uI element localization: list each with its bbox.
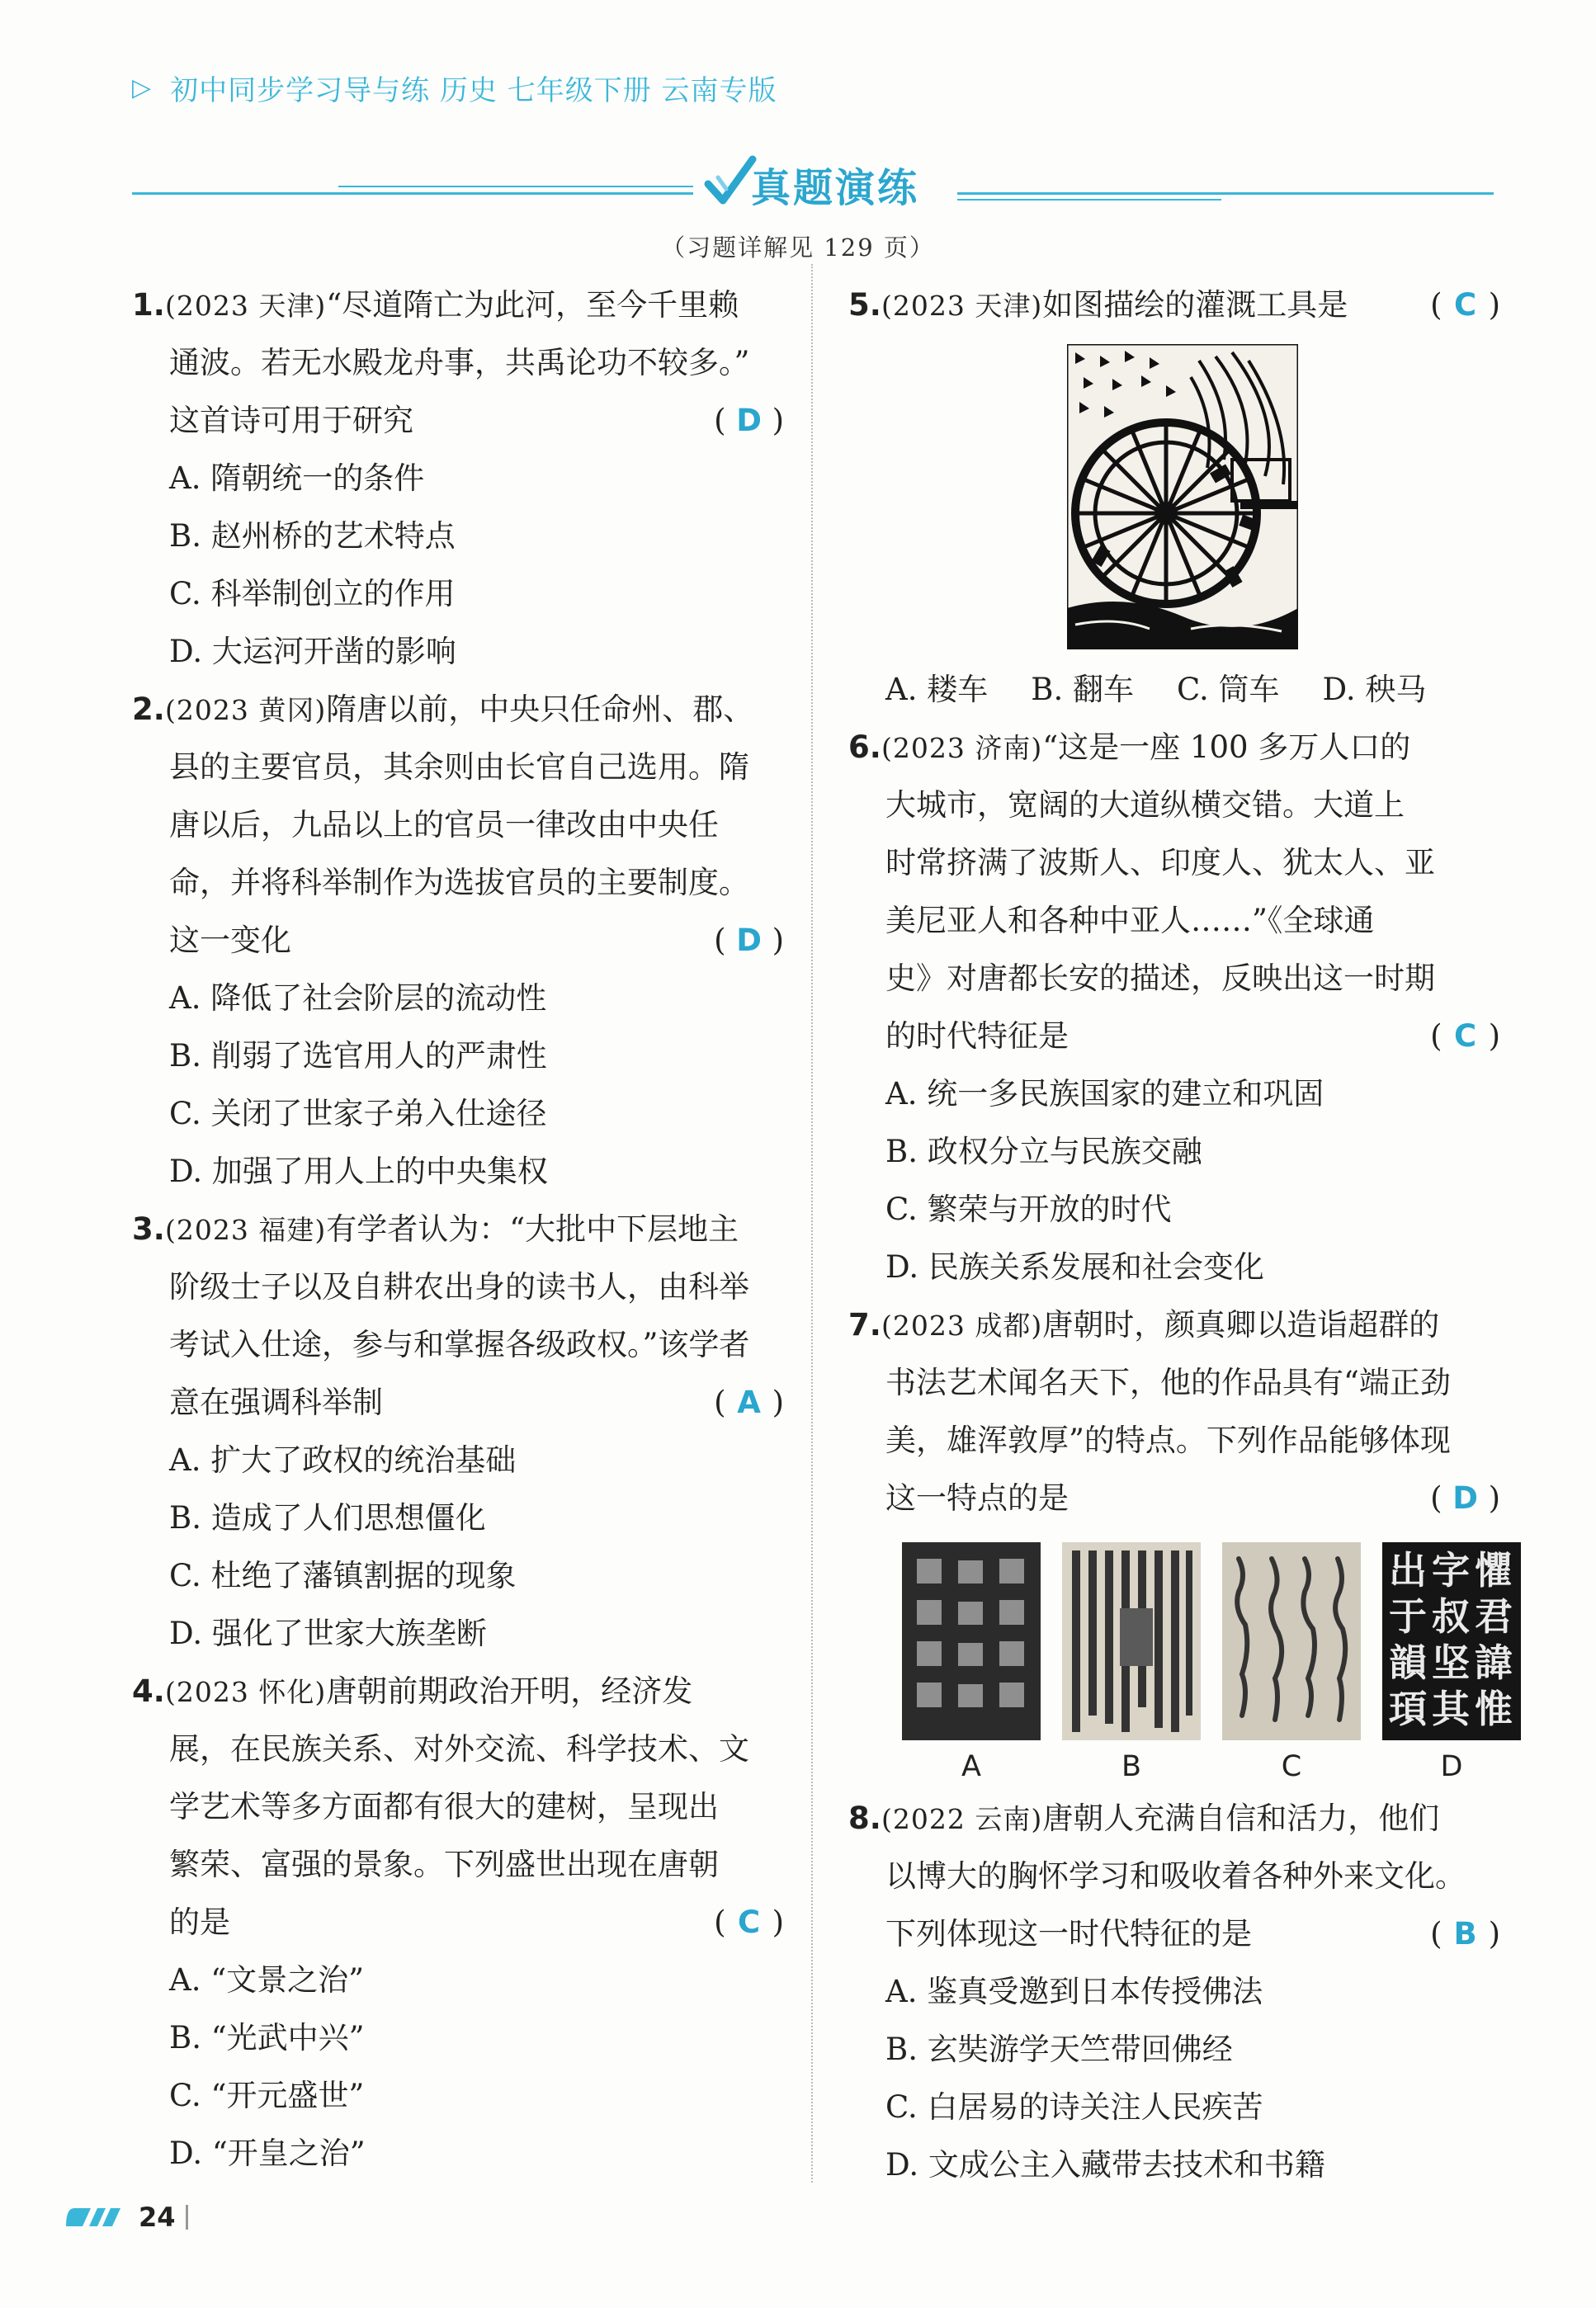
option: C. “开元盛世”: [169, 2078, 365, 2113]
answer-bracket: ( A ): [714, 1374, 784, 1432]
question-text: 阶级士子以及自耕农出身的读书人，由科举: [169, 1269, 749, 1305]
answer-letter: C: [737, 1904, 761, 1940]
svg-text:頊: 頊: [1389, 1687, 1427, 1731]
option: B. 削弱了选官用人的严肃性: [169, 1038, 547, 1074]
option: D. 文成公主入藏带去技术和书籍: [885, 2147, 1325, 2183]
calligraphy-option-d: [1382, 1542, 1521, 1790]
question-text: 意在强调科举制: [169, 1385, 383, 1420]
question-text: 通波。若无水殿龙舟事，共禹论功不较多。”: [169, 345, 750, 380]
figure-label: A: [961, 1750, 981, 1783]
option: B. 政权分立与民族交融: [885, 1134, 1202, 1169]
calligraphy-c-image: [1222, 1542, 1361, 1740]
right-column: [848, 276, 1513, 2194]
option: C. 繁荣与开放的时代: [885, 1192, 1172, 1227]
option: C. 关闭了世家子弟入仕途径: [169, 1096, 547, 1131]
question-text: 县的主要官员，其余则由长官自己选用。隋: [169, 749, 749, 785]
answer-letter: A: [737, 1385, 761, 1420]
option: B. 造成了人们思想僵化: [169, 1500, 486, 1536]
question-text: 大城市，宽阔的大道纵横交错。大道上: [885, 787, 1405, 823]
question-5: [848, 276, 1500, 719]
svg-text:字: 字: [1432, 1548, 1470, 1593]
option: A. 统一多民族国家的建立和巩固: [885, 1076, 1324, 1112]
question-text: 的时代特征是: [885, 1018, 1069, 1054]
question-text: 这首诗可用于研究: [169, 403, 413, 438]
answer-bracket: ( C ): [1430, 276, 1500, 334]
svg-text:君: 君: [1475, 1594, 1513, 1639]
option: A. 隋朝统一的条件: [169, 460, 425, 496]
section-banner: [132, 153, 1494, 210]
question-source: (2023 怀化): [165, 1676, 327, 1708]
question-number: 3.: [132, 1211, 165, 1247]
option: A. 耧车: [885, 672, 989, 707]
column-divider: [811, 264, 813, 2183]
question-2: [132, 681, 784, 1201]
option: A. 鉴真受邀到日本传授佛法: [885, 1974, 1263, 2009]
svg-text:出: 出: [1389, 1548, 1427, 1593]
calligraphy-option-a: [902, 1542, 1041, 1790]
question-text: 考试入仕途，参与和掌握各级政权。”该学者: [169, 1327, 750, 1362]
question-source: (2023 天津): [881, 290, 1043, 322]
footer-stripe-icon: [66, 2205, 124, 2230]
question-text: 的是: [169, 1904, 230, 1940]
question-text: 这一特点的是: [885, 1480, 1069, 1516]
question-text: 书法艺术闻名天下，他的作品具有“端正劲: [885, 1365, 1451, 1400]
figure-label: B: [1121, 1750, 1141, 1783]
question-number: 6.: [848, 729, 881, 765]
question-text: 展，在民族关系、对外交流、科学技术、文: [169, 1731, 749, 1767]
answer-bracket: ( D ): [714, 392, 784, 450]
question-number: 5.: [848, 287, 881, 323]
calligraphy-d-image: [1382, 1542, 1521, 1740]
svg-text:坚: 坚: [1432, 1640, 1470, 1685]
question-6: [848, 719, 1500, 1296]
section-title: 真题演练: [751, 165, 920, 211]
question-source: (2023 天津): [165, 290, 327, 322]
option: C. 科举制创立的作用: [169, 576, 456, 611]
question-text: 繁荣、富强的景象。下列盛世出现在唐朝: [169, 1847, 719, 1882]
question-text: 有学者认为：“大批中下层地主: [326, 1211, 739, 1247]
svg-text:韻: 韻: [1389, 1640, 1427, 1685]
question-4: [132, 1663, 784, 2183]
question-text: 时常挤满了波斯人、印度人、犹太人、亚: [885, 845, 1435, 880]
option: D. 大运河开凿的影响: [169, 634, 456, 669]
question-number: 4.: [132, 1673, 165, 1709]
option: D. “开皇之治”: [169, 2136, 366, 2171]
answer-letter: B: [1453, 1916, 1477, 1952]
page-footer: [66, 2202, 188, 2233]
answer-bracket: ( B ): [1430, 1905, 1500, 1963]
option: B. 玄奘游学天竺带回佛经: [885, 2032, 1233, 2067]
question-text: 隋唐以前，中央只任命州、郡、: [326, 691, 754, 727]
option: D. 秧马: [1322, 672, 1427, 707]
svg-text:叔: 叔: [1432, 1594, 1470, 1639]
question-source: (2023 黄冈): [165, 694, 327, 726]
question-text: 以博大的胸怀学习和吸收着各种外来文化。: [885, 1858, 1466, 1894]
answer-letter: C: [1453, 287, 1477, 323]
question-text: 唐以后，九品以上的官员一律改由中央任: [169, 807, 719, 842]
question-source: (2023 成都): [881, 1310, 1043, 1342]
banner-line-left: [132, 192, 693, 195]
page-number: 24: [139, 2202, 176, 2233]
calligraphy-b-image: [1062, 1542, 1201, 1740]
question-text: 唐朝人充满自信和活力，他们: [1042, 1801, 1440, 1836]
play-triangle-icon: ▷: [132, 73, 153, 102]
calligraphy-option-b: [1062, 1542, 1201, 1790]
left-column: [132, 276, 784, 2183]
svg-text:于: 于: [1389, 1594, 1427, 1639]
question-text: 学艺术等多方面都有很大的建树，呈现出: [169, 1789, 719, 1824]
answer-letter: C: [1453, 1018, 1477, 1054]
calligraphy-a-image: [902, 1542, 1041, 1740]
question-number: 1.: [132, 287, 165, 323]
question-text: 如图描绘的灌溉工具是: [1042, 287, 1348, 323]
option: B. “光武中兴”: [169, 2020, 365, 2055]
question-1: [132, 276, 784, 681]
running-header: [132, 68, 777, 108]
answer-reference-note: （习题详解见 129 页）: [661, 234, 935, 262]
svg-text:惟: 惟: [1475, 1687, 1513, 1731]
option: A. “文景之治”: [169, 1962, 365, 1998]
banner-line-right-thin: [957, 199, 1221, 201]
question-number: 8.: [848, 1801, 881, 1836]
option: C. 杜绝了藩镇割据的现象: [169, 1558, 517, 1593]
figure-label: C: [1281, 1750, 1302, 1783]
option: D. 加强了用人上的中央集权: [169, 1154, 548, 1189]
question-text: 史》对唐都长安的描述，反映出这一时期: [885, 960, 1435, 996]
option: D. 民族关系发展和社会变化: [885, 1249, 1264, 1285]
question-source: (2023 济南): [881, 732, 1043, 764]
svg-text:懼: 懼: [1475, 1548, 1513, 1593]
svg-text:其: 其: [1432, 1687, 1470, 1731]
svg-text:諱: 諱: [1475, 1640, 1513, 1685]
option: A. 降低了社会阶层的流动性: [169, 980, 547, 1016]
option: D. 强化了世家大族垄断: [169, 1616, 487, 1651]
question-7: [848, 1296, 1513, 1790]
answer-letter: D: [736, 403, 762, 438]
calligraphy-option-c: [1222, 1542, 1361, 1790]
option: B. 翻车: [1031, 672, 1134, 707]
question-text: 美尼亚人和各种中亚人……”《全球通: [885, 903, 1375, 938]
calligraphy-figures: [902, 1542, 1513, 1790]
question-8: [848, 1790, 1500, 2194]
answer-letter: D: [736, 923, 762, 958]
answer-bracket: ( C ): [1430, 1008, 1500, 1065]
answer-bracket: ( C ): [714, 1894, 784, 1952]
option: B. 赵州桥的艺术特点: [169, 518, 456, 554]
answer-bracket: ( D ): [714, 912, 784, 970]
banner-line-right: [957, 192, 1494, 195]
question-text: 唐朝时，颜真卿以造诣超群的: [1042, 1307, 1440, 1343]
header-text: 初中同步学习导与练 历史 七年级下册 云南专版: [170, 74, 777, 107]
waterwheel-woodcut-image: [1067, 344, 1298, 649]
question-number: 7.: [848, 1307, 881, 1343]
banner-line-left-thin: [338, 186, 693, 187]
page-number-bar: [186, 2205, 188, 2230]
question-source: (2022 云南): [881, 1803, 1043, 1835]
question-text: 唐朝前期政治开明，经济发: [326, 1673, 693, 1709]
figure-label: D: [1440, 1750, 1463, 1783]
question-text: “这是一座 100 多万人口的: [1042, 729, 1411, 765]
question-number: 2.: [132, 691, 165, 727]
question-source: (2023 福建): [165, 1214, 327, 1246]
answer-bracket: ( D ): [1430, 1470, 1500, 1527]
question-text: 美，雄浑敦厚”的特点。下列作品能够体现: [885, 1423, 1451, 1458]
option: A. 扩大了政权的统治基础: [169, 1442, 517, 1478]
question-text: 这一变化: [169, 923, 291, 958]
question-text: “尽道隋亡为此河，至今千里赖: [326, 287, 739, 323]
option: C. 筒车: [1176, 672, 1280, 707]
question-text: 命，并将科举制作为选拔官员的主要制度。: [169, 865, 749, 900]
question-3: [132, 1201, 784, 1663]
answer-letter: D: [1452, 1480, 1478, 1516]
question-text: 下列体现这一时代特征的是: [885, 1916, 1252, 1952]
option: C. 白居易的诗关注人民疾苦: [885, 2089, 1263, 2125]
